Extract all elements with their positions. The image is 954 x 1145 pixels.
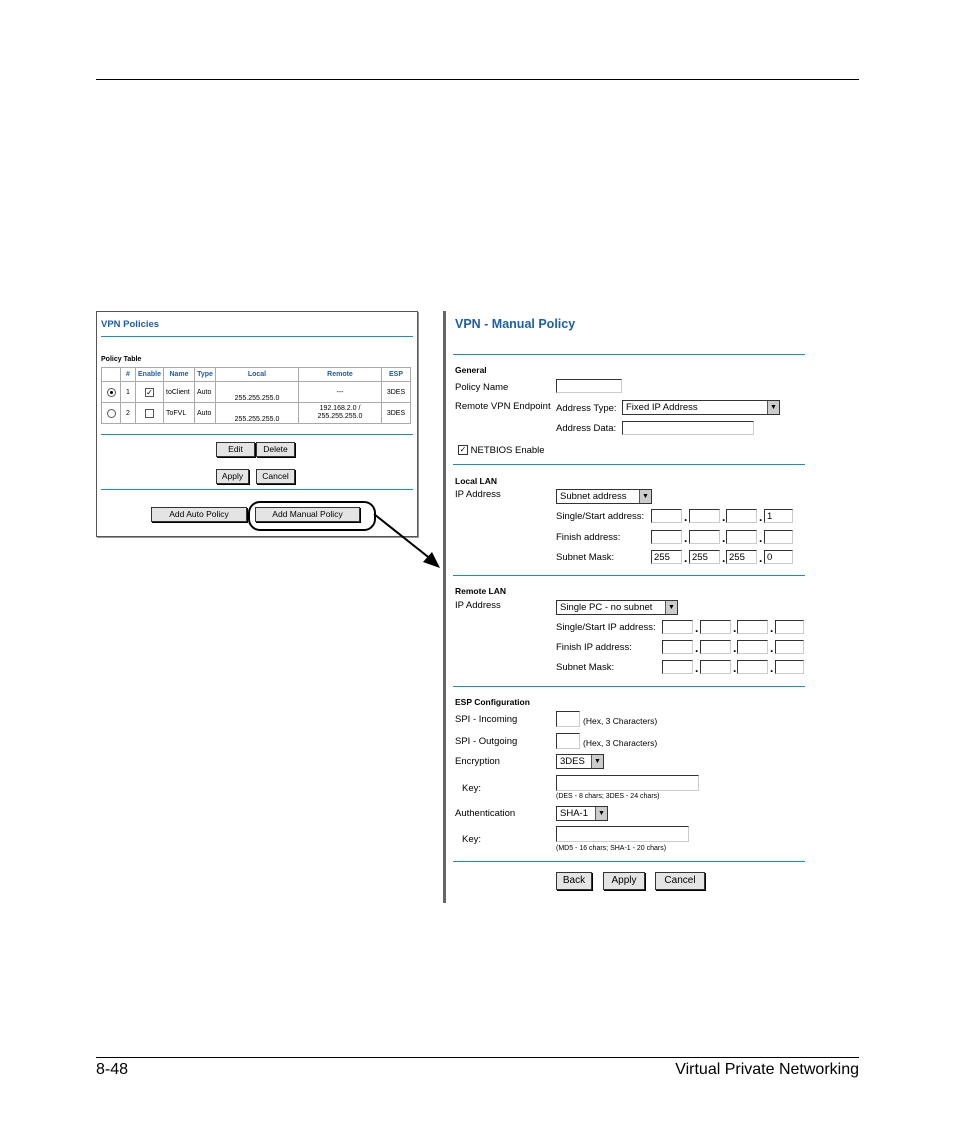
remote-finish-octet-2[interactable] bbox=[700, 640, 731, 654]
row-esp: 3DES bbox=[382, 382, 411, 403]
local-ip-type-select[interactable] bbox=[556, 489, 652, 504]
spi-outgoing-hint: (Hex, 3 Characters) bbox=[583, 738, 658, 748]
remote-start-octet-3[interactable] bbox=[737, 620, 768, 634]
row-remote: --- bbox=[299, 382, 382, 403]
chevron-down-icon: ▼ bbox=[665, 601, 677, 614]
local-mask-label: Subnet Mask: bbox=[556, 552, 615, 563]
ip-dot: . bbox=[733, 621, 737, 635]
delete-button[interactable]: Delete bbox=[256, 442, 295, 457]
col-select bbox=[102, 368, 121, 382]
spi-incoming-input[interactable] bbox=[556, 711, 580, 727]
ip-dot: . bbox=[684, 531, 688, 545]
remote-endpoint-label: Remote VPN Endpoint bbox=[455, 401, 551, 412]
chevron-down-icon: ▼ bbox=[767, 401, 779, 414]
row-enable-checkbox[interactable] bbox=[145, 409, 154, 418]
chevron-down-icon: ▼ bbox=[639, 490, 651, 503]
address-type-value: Fixed IP Address bbox=[626, 402, 698, 413]
remote-ip-type-select[interactable] bbox=[556, 600, 678, 615]
col-enable: Enable bbox=[136, 368, 164, 382]
chevron-down-icon: ▼ bbox=[591, 755, 603, 768]
address-type-label: Address Type: bbox=[556, 403, 617, 414]
policy-name-input[interactable] bbox=[556, 379, 622, 393]
remote-start-octet-2[interactable] bbox=[700, 620, 731, 634]
divider bbox=[101, 489, 413, 490]
edit-button[interactable]: Edit bbox=[216, 442, 255, 457]
authentication-key-label: Key: bbox=[462, 834, 482, 845]
table-header-row bbox=[102, 368, 411, 382]
remote-mask-octet-3[interactable] bbox=[737, 660, 768, 674]
address-type-select[interactable] bbox=[622, 400, 780, 415]
encryption-select[interactable] bbox=[556, 754, 604, 769]
divider bbox=[101, 434, 413, 435]
ip-dot: . bbox=[759, 510, 763, 524]
ip-dot: . bbox=[695, 641, 699, 655]
local-start-octet-2[interactable] bbox=[689, 509, 720, 523]
apply-button[interactable]: Apply bbox=[603, 872, 645, 890]
remote-lan-heading: Remote LAN bbox=[455, 586, 507, 596]
local-ip-address-label: IP Address bbox=[455, 489, 501, 500]
table-row bbox=[102, 403, 411, 424]
col-number: # bbox=[121, 368, 136, 382]
row-number: 1 bbox=[121, 382, 136, 403]
local-finish-octet-3[interactable] bbox=[726, 530, 757, 544]
remote-start-label: Single/Start IP address: bbox=[556, 622, 656, 633]
chapter-title: Virtual Private Networking bbox=[675, 1061, 859, 1078]
col-type: Type bbox=[195, 368, 216, 382]
row-select-radio[interactable] bbox=[107, 388, 116, 397]
ip-dot: . bbox=[695, 661, 699, 675]
vpn-manual-policy-panel bbox=[443, 311, 816, 903]
encryption-label: Encryption bbox=[455, 756, 500, 767]
divider bbox=[453, 575, 805, 576]
row-select-radio[interactable] bbox=[107, 409, 116, 418]
row-esp: 3DES bbox=[382, 403, 411, 424]
local-finish-octet-4[interactable] bbox=[764, 530, 793, 544]
divider bbox=[101, 336, 413, 337]
remote-ip-address-label: IP Address bbox=[455, 600, 501, 611]
row-enable-checkbox[interactable]: ✓ bbox=[146, 387, 153, 397]
local-ip-type-value: Subnet address bbox=[560, 491, 627, 502]
authentication-key-hint: (MD5 - 16 chars; SHA-1 - 20 chars) bbox=[556, 845, 667, 852]
remote-finish-octet-1[interactable] bbox=[662, 640, 693, 654]
manual-policy-title: VPN - Manual Policy bbox=[455, 317, 576, 331]
general-heading: General bbox=[455, 365, 487, 375]
ip-dot: . bbox=[759, 551, 763, 565]
col-remote: Remote bbox=[299, 368, 382, 382]
cancel-button[interactable]: Cancel bbox=[655, 872, 705, 890]
ip-dot: . bbox=[770, 641, 774, 655]
local-start-label: Single/Start address: bbox=[556, 511, 645, 522]
ip-dot: . bbox=[733, 641, 737, 655]
local-start-octet-4[interactable]: 1 bbox=[764, 509, 793, 523]
header-rule bbox=[96, 79, 859, 80]
callout-arrow bbox=[360, 510, 450, 580]
ip-dot: . bbox=[684, 551, 688, 565]
remote-ip-type-value: Single PC - no subnet bbox=[560, 602, 653, 613]
local-start-octet-1[interactable] bbox=[651, 509, 682, 523]
add-auto-policy-button[interactable]: Add Auto Policy bbox=[151, 507, 247, 522]
row-number: 2 bbox=[121, 403, 136, 424]
cancel-button[interactable]: Cancel bbox=[256, 469, 295, 484]
row-type: Auto bbox=[195, 382, 216, 403]
encryption-key-label: Key: bbox=[462, 783, 482, 794]
col-local: Local bbox=[216, 368, 299, 382]
row-local: 255.255.255.0 bbox=[216, 403, 299, 424]
ip-dot: . bbox=[722, 510, 726, 524]
policy-name-label: Policy Name bbox=[455, 382, 509, 393]
policy-table bbox=[101, 367, 411, 424]
local-mask-octet-3[interactable]: 255 bbox=[726, 550, 757, 564]
row-name: toClient bbox=[164, 382, 195, 403]
local-finish-label: Finish address: bbox=[556, 532, 621, 543]
authentication-key-input[interactable] bbox=[556, 826, 689, 842]
netbios-label: NETBIOS Enable bbox=[470, 445, 545, 456]
page-number: 8-48 bbox=[96, 1061, 129, 1078]
row-remote: 192.168.2.0 / 255.255.255.0 bbox=[299, 403, 382, 424]
divider bbox=[453, 686, 805, 687]
authentication-select[interactable] bbox=[556, 806, 608, 821]
spi-outgoing-label: SPI - Outgoing bbox=[455, 736, 518, 747]
authentication-label: Authentication bbox=[455, 808, 516, 819]
ip-dot: . bbox=[770, 621, 774, 635]
local-finish-octet-2[interactable] bbox=[689, 530, 720, 544]
remote-finish-octet-3[interactable] bbox=[737, 640, 768, 654]
add-manual-policy-button[interactable]: Add Manual Policy bbox=[255, 507, 360, 522]
row-local: 255.255.255.0 bbox=[216, 382, 299, 403]
ip-dot: . bbox=[722, 551, 726, 565]
remote-mask-octet-2[interactable] bbox=[700, 660, 731, 674]
divider bbox=[453, 464, 805, 465]
encryption-value: 3DES bbox=[560, 756, 585, 767]
ip-dot: . bbox=[733, 661, 737, 675]
local-lan-heading: Local LAN bbox=[455, 476, 498, 486]
row-type: Auto bbox=[195, 403, 216, 424]
remote-mask-label: Subnet Mask: bbox=[556, 662, 615, 673]
ip-dot: . bbox=[722, 531, 726, 545]
encryption-key-hint: (DES - 8 chars; 3DES - 24 chars) bbox=[556, 793, 660, 800]
remote-mask-octet-4[interactable] bbox=[775, 660, 804, 674]
col-esp: ESP bbox=[382, 368, 411, 382]
policy-table-title: Policy Table bbox=[101, 356, 142, 363]
divider bbox=[453, 354, 805, 355]
local-mask-octet-2[interactable]: 255 bbox=[689, 550, 720, 564]
authentication-value: SHA-1 bbox=[560, 808, 588, 819]
local-mask-octet-4[interactable]: 0 bbox=[764, 550, 793, 564]
esp-heading: ESP Configuration bbox=[455, 697, 530, 707]
back-button[interactable]: Back bbox=[556, 872, 592, 890]
ip-dot: . bbox=[759, 531, 763, 545]
chevron-down-icon: ▼ bbox=[595, 807, 607, 820]
remote-start-octet-4[interactable] bbox=[775, 620, 804, 634]
footer-rule bbox=[96, 1057, 859, 1058]
local-mask-octet-1[interactable]: 255 bbox=[651, 550, 682, 564]
encryption-key-input[interactable] bbox=[556, 775, 699, 791]
netbios-checkbox[interactable]: ✓ bbox=[459, 445, 467, 455]
netbios-row bbox=[458, 445, 545, 456]
vpn-policies-title: VPN Policies bbox=[101, 319, 160, 330]
apply-button[interactable]: Apply bbox=[216, 469, 249, 484]
remote-start-octet-1[interactable] bbox=[662, 620, 693, 634]
address-data-input[interactable] bbox=[622, 421, 754, 435]
table-row bbox=[102, 382, 411, 403]
address-data-label: Address Data: bbox=[556, 423, 617, 434]
spi-incoming-hint: (Hex, 3 Characters) bbox=[583, 716, 658, 726]
divider bbox=[453, 861, 805, 862]
spi-incoming-label: SPI - Incoming bbox=[455, 714, 518, 725]
ip-dot: . bbox=[695, 621, 699, 635]
highlight-ring bbox=[248, 501, 376, 531]
col-name: Name bbox=[164, 368, 195, 382]
remote-finish-octet-4[interactable] bbox=[775, 640, 804, 654]
ip-dot: . bbox=[770, 661, 774, 675]
local-start-octet-3[interactable] bbox=[726, 509, 757, 523]
ip-dot: . bbox=[684, 510, 688, 524]
local-finish-octet-1[interactable] bbox=[651, 530, 682, 544]
spi-outgoing-input[interactable] bbox=[556, 733, 580, 749]
remote-finish-label: Finish IP address: bbox=[556, 642, 632, 653]
row-name: ToFVL bbox=[164, 403, 195, 424]
remote-mask-octet-1[interactable] bbox=[662, 660, 693, 674]
